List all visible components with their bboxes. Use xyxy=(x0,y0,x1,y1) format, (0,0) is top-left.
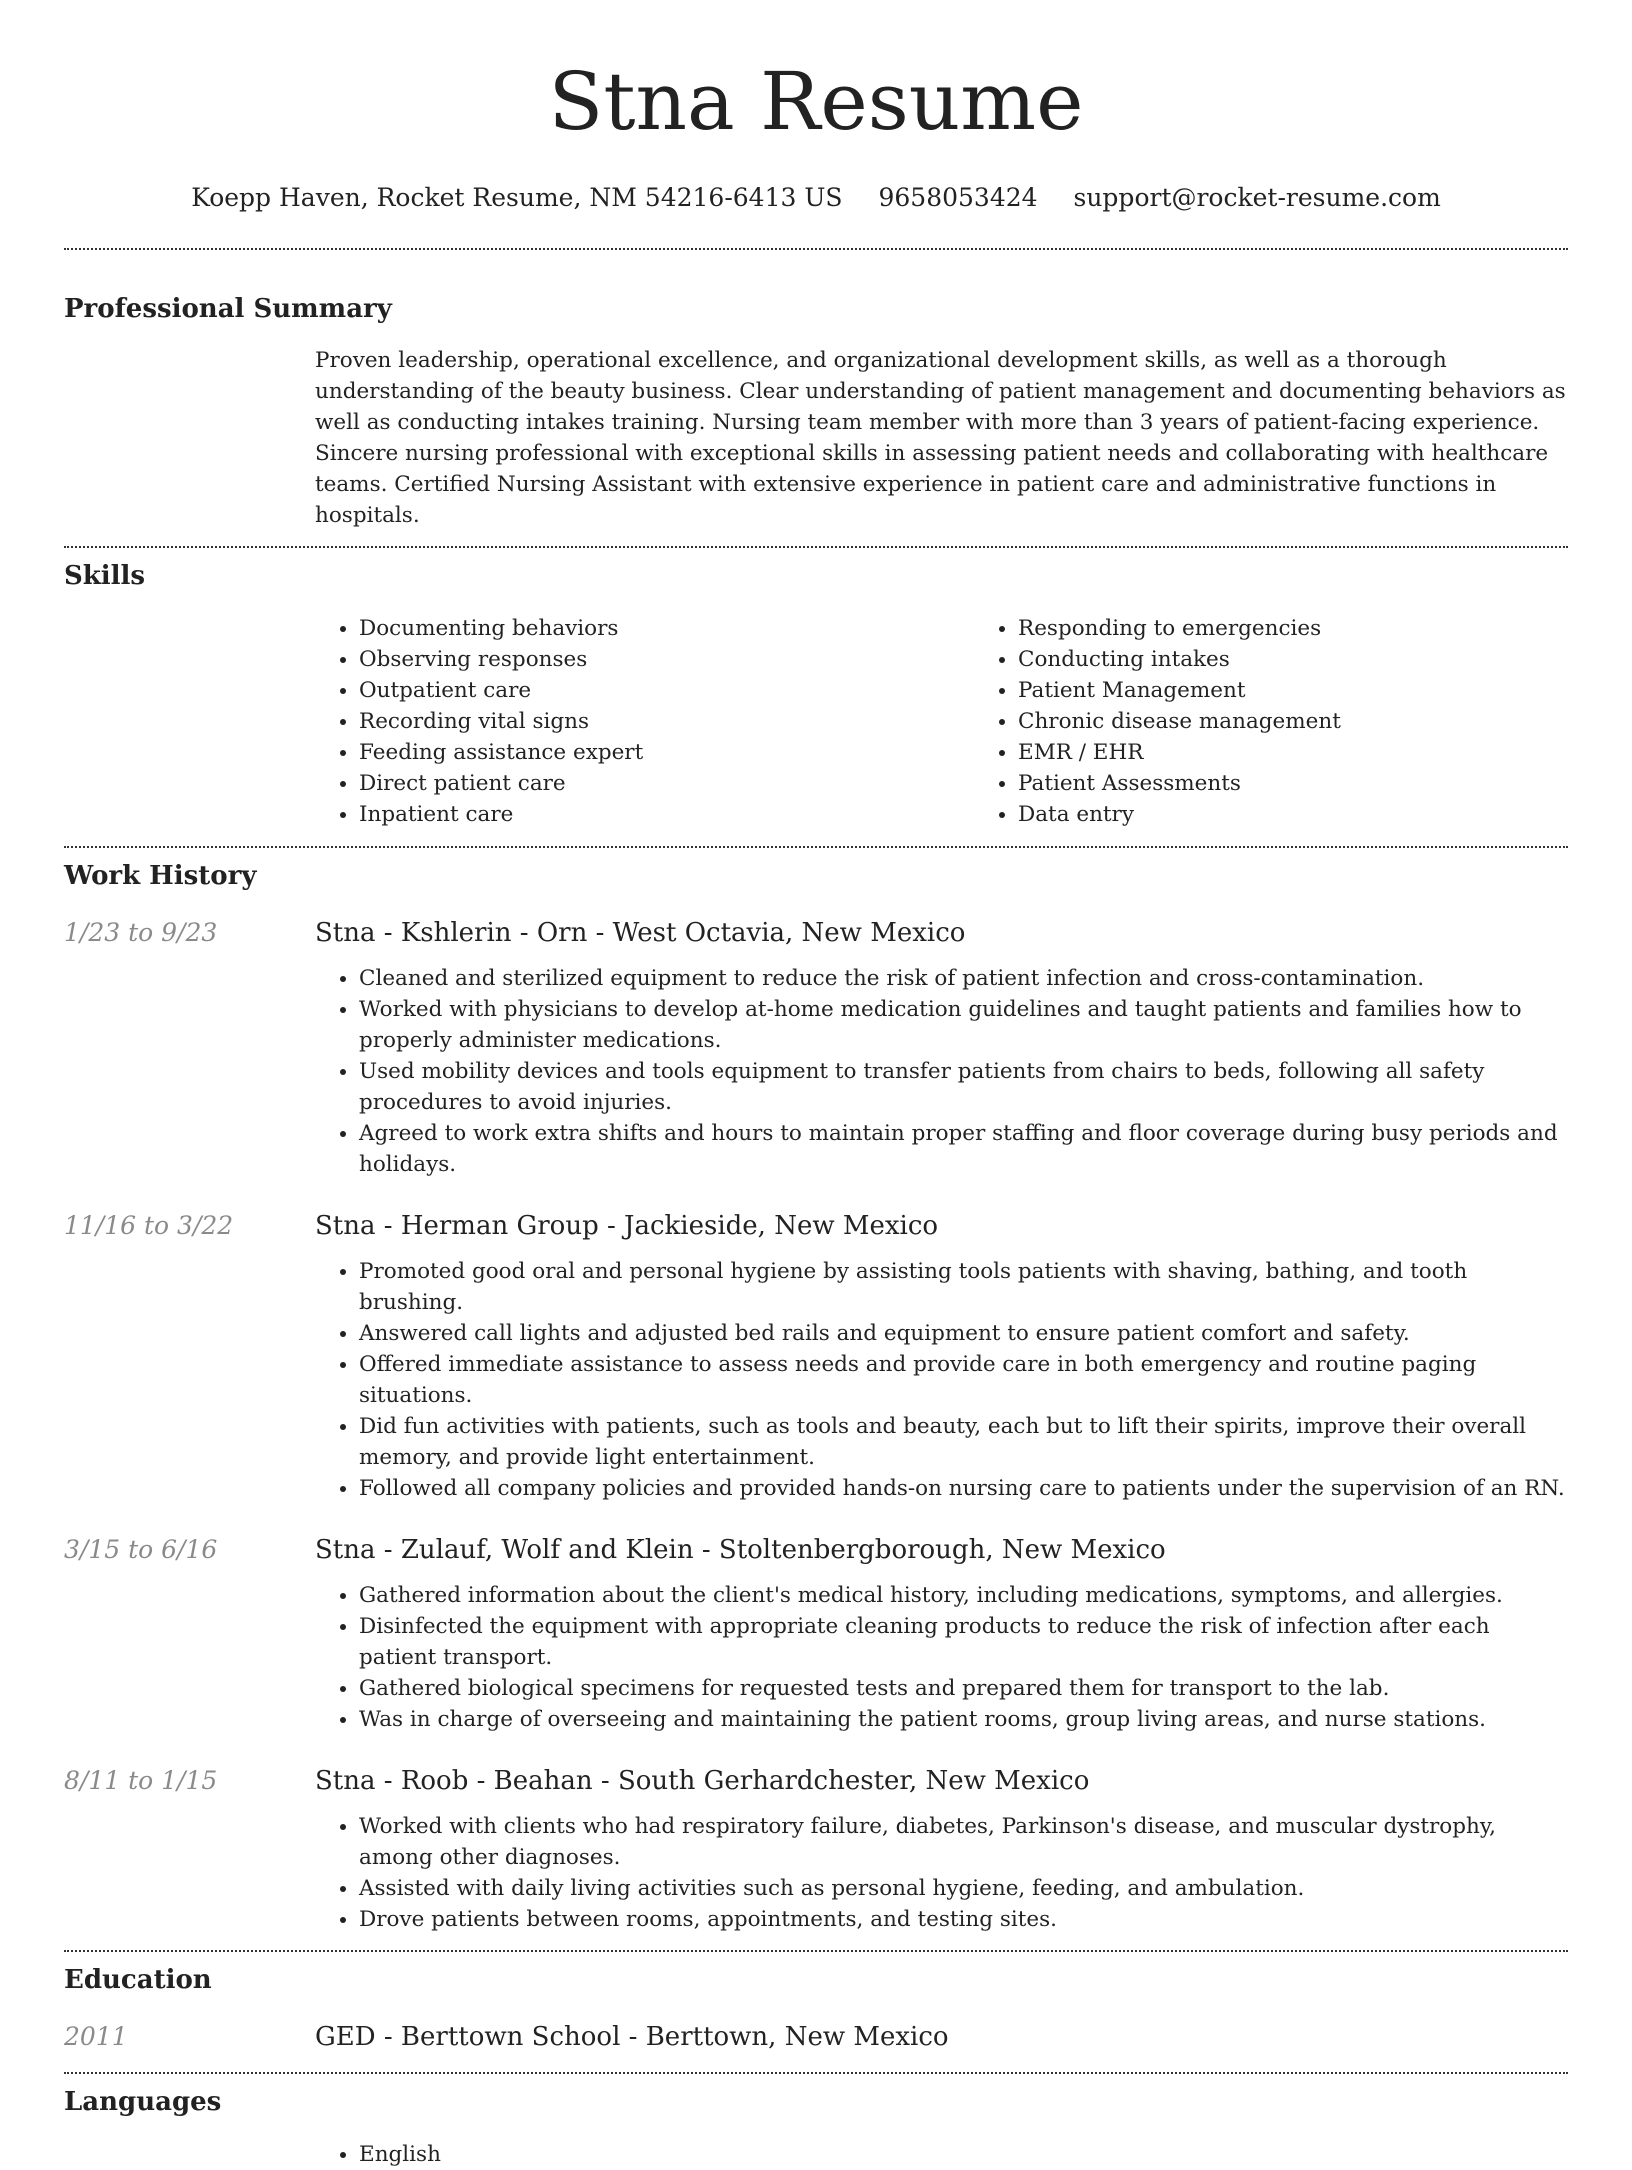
divider xyxy=(64,2072,1568,2074)
divider xyxy=(64,248,1568,250)
summary-text: Proven leadership, operational excellence, and organizational development skills, as well as a thorough understanding of the beauty business. Clear understanding of patient management and documenting behaviors as well as conducting intakes training. Nursing team member with more than 3 years of patient-facing experience. Sincere nursing professional with exceptional skills in assessing patient needs and collaborating with healthcare teams. Certified Nursing Assistant with extensive experience in patient care and administrative functions in hospitals. xyxy=(315,348,1566,528)
education-date: 2011 xyxy=(64,2022,128,2051)
skill-item: • Data entry xyxy=(1018,799,1632,830)
job-title: Stna - Roob - Beahan - South Gerhardchester, New Mexico xyxy=(315,1766,1090,1796)
contact-line xyxy=(64,182,1568,214)
skill-item: • Direct patient care xyxy=(359,768,974,799)
job-bullets xyxy=(315,1811,1568,1935)
contact-phone: 9658053424 xyxy=(878,183,1038,212)
job-title: Stna - Zulauf, Wolf and Klein - Stoltenbergborough, New Mexico xyxy=(315,1535,1166,1565)
skill-item: • Observing responses xyxy=(359,644,974,675)
job-bullet: • Offered immediate assistance to assess needs and provide care in both emergency and routine paging situations. xyxy=(359,1349,1568,1411)
job-date: 1/23 to 9/23 xyxy=(64,918,218,947)
education-body xyxy=(315,2020,1568,2054)
job-body xyxy=(315,916,1568,1180)
language-item: • English xyxy=(359,2139,1568,2170)
job-bullet: • Promoted good oral and personal hygiene by assisting tools patients with shaving, bathing, and tooth brushing. xyxy=(359,1256,1568,1318)
job-bullets xyxy=(315,963,1568,1180)
job-entry xyxy=(64,1209,1568,1504)
job-bullet: • Followed all company policies and provided hands-on nursing care to patients under the supervision of an RN. xyxy=(359,1473,1568,1504)
job-bullets xyxy=(315,1580,1568,1735)
job-bullet: • Used mobility devices and tools equipment to transfer patients from chairs to beds, following all safety procedures to avoid injuries. xyxy=(359,1056,1568,1118)
summary-section xyxy=(64,292,1568,531)
job-entry xyxy=(64,916,1568,1180)
job-bullet: • Gathered biological specimens for requested tests and prepared them for transport to the lab. xyxy=(359,1673,1568,1704)
skill-item: • Responding to emergencies xyxy=(1018,613,1632,644)
contact-email: support@rocket-resume.com xyxy=(1073,183,1441,212)
skills-list-left xyxy=(315,613,974,830)
job-bullet: • Was in charge of overseeing and maintaining the patient rooms, group living areas, and nurse stations. xyxy=(359,1704,1568,1735)
education-entry xyxy=(64,2020,1568,2054)
skill-item: • Patient Management xyxy=(1018,675,1632,706)
job-date: 8/11 to 1/15 xyxy=(64,1766,218,1795)
job-bullets xyxy=(315,1256,1568,1504)
job-title: Stna - Kshlerin - Orn - West Octavia, New Mexico xyxy=(315,918,966,948)
job-entry xyxy=(64,1764,1568,1935)
job-bullet: • Drove patients between rooms, appointments, and testing sites. xyxy=(359,1904,1568,1935)
summary-title: Professional Summary xyxy=(64,294,392,324)
job-bullet: • Did fun activities with patients, such as tools and beauty, each but to lift their spirits, improve their overall memory, and provide light entertainment. xyxy=(359,1411,1568,1473)
skill-item: • Documenting behaviors xyxy=(359,613,974,644)
job-bullet: • Gathered information about the client's medical history, including medications, symptoms, and allergies. xyxy=(359,1580,1568,1611)
job-body xyxy=(315,1209,1568,1504)
work-history-title: Work History xyxy=(64,861,257,891)
skill-item: • Inpatient care xyxy=(359,799,974,830)
summary-content xyxy=(315,345,1568,531)
skills-section xyxy=(64,559,1568,830)
skill-item: • Feeding assistance expert xyxy=(359,737,974,768)
job-bullet: • Assisted with daily living activities such as personal hygiene, feeding, and ambulation. xyxy=(359,1873,1568,1904)
job-bullet: • Answered call lights and adjusted bed rails and equipment to ensure patient comfort and safety. xyxy=(359,1318,1568,1349)
job-bullet: • Disinfected the equipment with appropriate cleaning products to reduce the risk of infection after each patient transport. xyxy=(359,1611,1568,1673)
languages-section xyxy=(64,2085,1568,2170)
job-body xyxy=(315,1533,1568,1735)
skill-item: • Recording vital signs xyxy=(359,706,974,737)
job-entry xyxy=(64,1533,1568,1735)
job-bullet: • Agreed to work extra shifts and hours to maintain proper staffing and floor coverage during busy periods and holidays. xyxy=(359,1118,1568,1180)
skill-item: • EMR / EHR xyxy=(1018,737,1632,768)
skill-item: • Chronic disease management xyxy=(1018,706,1632,737)
job-bullet: • Worked with clients who had respiratory failure, diabetes, Parkinson's disease, and muscular dystrophy, among other diagnoses. xyxy=(359,1811,1568,1873)
education-degree: GED - Berttown School - Berttown, New Mexico xyxy=(315,2022,949,2052)
skills-title: Skills xyxy=(64,561,146,591)
resume-name: Stna Resume xyxy=(548,55,1084,148)
skills-list-right xyxy=(974,613,1632,830)
job-date: 3/15 to 6/16 xyxy=(64,1535,218,1564)
contact-address: Koepp Haven, Rocket Resume, NM 54216-6413 US xyxy=(191,183,843,212)
languages-title: Languages xyxy=(64,2087,222,2117)
languages-content xyxy=(315,2139,1568,2170)
divider xyxy=(64,1950,1568,1952)
education-title: Education xyxy=(64,1965,212,1995)
divider xyxy=(64,846,1568,848)
education-section xyxy=(64,1963,1568,2054)
job-date: 11/16 to 3/22 xyxy=(64,1211,234,1240)
skill-item: • Outpatient care xyxy=(359,675,974,706)
divider xyxy=(64,546,1568,548)
job-body xyxy=(315,1764,1568,1935)
skill-item: • Conducting intakes xyxy=(1018,644,1632,675)
job-title: Stna - Herman Group - Jackieside, New Mexico xyxy=(315,1211,939,1241)
job-bullet: • Worked with physicians to develop at-home medication guidelines and taught patients and families how to properly administer medications. xyxy=(359,994,1568,1056)
skills-columns xyxy=(315,613,1568,830)
languages-list xyxy=(315,2139,1568,2170)
job-bullet: • Cleaned and sterilized equipment to reduce the risk of patient infection and cross-contamination. xyxy=(359,963,1568,994)
skill-item: • Patient Assessments xyxy=(1018,768,1632,799)
work-history-section xyxy=(64,859,1568,1935)
